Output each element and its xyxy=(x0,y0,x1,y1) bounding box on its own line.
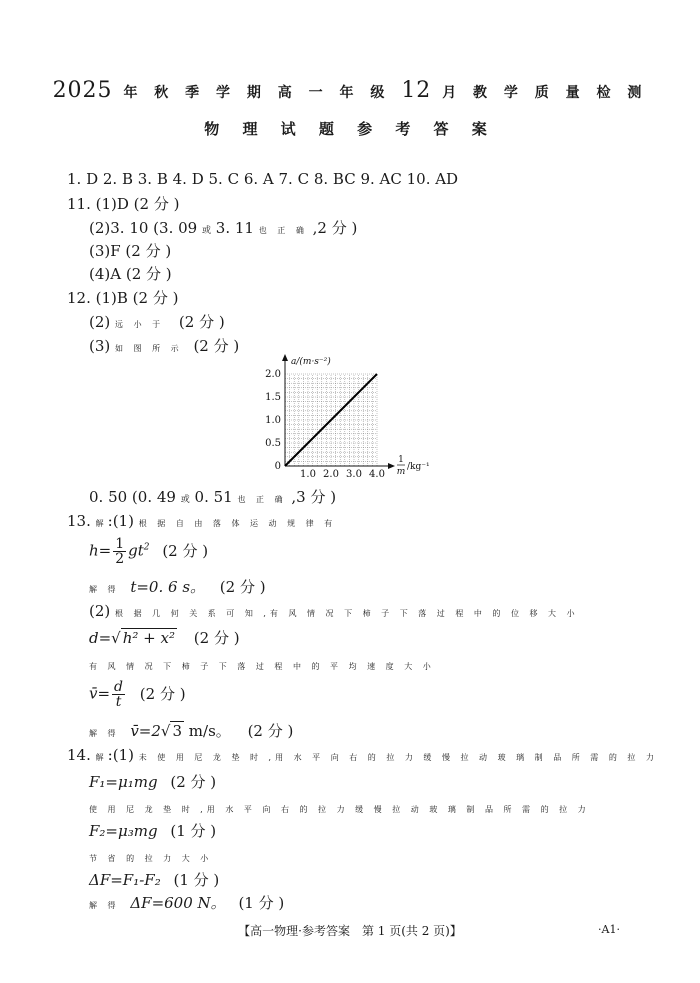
q13-eq1-rhs: gt xyxy=(128,541,144,560)
x-axis-label-num: 1 xyxy=(398,455,404,465)
q13-eq2-a: d= xyxy=(89,629,112,647)
y-tick-label: 1.5 xyxy=(265,392,281,403)
q11-l2-d: 也 正 确 xyxy=(258,226,308,235)
q14-equation-3 xyxy=(89,869,219,890)
q13-line-4 xyxy=(89,655,435,673)
q13-eq3-lhs: v̄= xyxy=(89,684,111,703)
q13-l2-a: 解 得 xyxy=(89,585,120,594)
q14-equation-2 xyxy=(89,820,216,841)
q13-l2-c: (2 分 ) xyxy=(219,578,266,596)
q11-line-2 xyxy=(89,217,357,238)
q13-l2-b: t=0. 6 s。 xyxy=(130,578,206,596)
q13-eq1-lhs: h= xyxy=(89,541,112,560)
half-fraction: $\frac{1}{2}$ xyxy=(115,536,125,567)
q13-l5-b: v̄=2 xyxy=(130,722,161,740)
q14-l4-c: (1 分 ) xyxy=(238,894,285,912)
q14-l1-text: 未 使 用 尼 龙 垫 时 ,用 水 平 向 右 的 拉 力 缓 慢 拉 动 玻 璃 制 品 所 需 的 拉 力 xyxy=(138,753,658,762)
q12-ans-c: 0. 51 xyxy=(194,488,233,506)
q13-l5-a: 解 得 xyxy=(89,729,120,738)
q14-jie: 解 xyxy=(95,753,108,762)
q14-equation-1 xyxy=(89,771,216,792)
x-axis-label-den: m xyxy=(396,467,406,477)
q13-l1-text: 根 据 自 由 落 体 运 动 规 律 有 xyxy=(138,519,337,528)
q13-line-3 xyxy=(89,602,579,620)
q12-line-2 xyxy=(89,311,225,332)
y-axis-arrow xyxy=(282,354,288,361)
q14-l4-a: 解 得 xyxy=(89,901,120,910)
q14-l1: :(1) xyxy=(107,746,134,764)
q13-eq3-den: t xyxy=(115,694,122,710)
title-text-1: 年 秋 季 学 期 高 一 年 级 xyxy=(123,85,391,101)
q13-l3-a: (2) xyxy=(89,602,111,620)
q13-l3-b: 根 据 几 何 关 系 可 知 ,有 风 情 况 下 柿 子 下 落 过 程 中 的 位 移 大 小 xyxy=(115,609,579,618)
q14-l3: 节 省 的 拉 力 大 小 xyxy=(89,854,213,863)
q13-equation-3 xyxy=(89,680,186,709)
q13-eq2-b: h² + x² xyxy=(122,629,175,647)
y-axis-label: a/(m·s⁻²) xyxy=(291,357,331,367)
title-year: 2025 xyxy=(52,78,113,103)
q13-eq3-num: d xyxy=(114,679,124,695)
q11-line-3: (3)F (2 分 ) xyxy=(89,242,172,260)
q11-l2-c: 3. 11 xyxy=(215,219,254,237)
page-footer: 【高一物理·参考答案 第 1 页(共 2 页)】 xyxy=(238,924,462,938)
y-tick-label: 0.5 xyxy=(265,438,281,449)
y-tick-label: 1.0 xyxy=(265,415,281,426)
q13-l5-d: m/s。 xyxy=(184,722,231,740)
q13-line-1 xyxy=(67,512,336,530)
q13-eq1-score: (2 分 ) xyxy=(162,541,209,560)
q13-eq2-c: (2 分 ) xyxy=(193,629,240,647)
q13-equation-1: h= $\frac{1}{2}$ $gt^2$ (2 分 ) xyxy=(89,536,209,567)
q13-line-2 xyxy=(89,576,266,597)
q12-line-1: 12. (1)B (2 分 ) xyxy=(67,289,179,307)
q14-eq3: ΔF=F₁-F₂ xyxy=(89,871,161,889)
q13-eq3-score: (2 分 ) xyxy=(139,684,186,703)
q14-line-2 xyxy=(89,798,590,816)
q14-l4-b: ΔF=600 N。 xyxy=(130,894,226,912)
page-id: ·A1· xyxy=(598,923,620,936)
y-tick-label: 0 xyxy=(274,461,281,472)
q13-equation-2: d=√ h² + x² (2 分 ) xyxy=(89,629,240,647)
q14-eq2: F₂=μ₃mg xyxy=(89,822,158,840)
q12-ans-d: 也 正 确 xyxy=(237,495,287,504)
acceleration-chart xyxy=(255,352,455,484)
q11-line-1: 11. (1)D (2 分 ) xyxy=(67,195,180,213)
q14-eq1-score: (2 分 ) xyxy=(170,773,217,791)
q14-line-1 xyxy=(67,746,658,764)
q13-l4: 有 风 情 况 下 柿 子 下 落 过 程 中 的 平 均 速 度 大 小 xyxy=(89,662,435,671)
x-axis-label-unit: /kg⁻¹ xyxy=(407,462,430,472)
q14-eq1: F₁=μ₁mg xyxy=(89,773,158,791)
q14-eq2-score: (1 分 ) xyxy=(170,822,217,840)
q12-l2-a: (2) xyxy=(89,313,111,331)
title-text-2: 月 教 学 质 量 检 测 xyxy=(442,85,648,101)
q11-l2-b: 或 xyxy=(201,226,211,236)
q12-l3-c: (2 分 ) xyxy=(193,337,240,355)
q12-l2-c: (2 分 ) xyxy=(178,313,225,331)
x-axis-arrow xyxy=(388,463,395,469)
x-tick-label: 4.0 xyxy=(369,469,385,480)
x-tick-label: 2.0 xyxy=(323,469,339,480)
q13-label: 13. xyxy=(67,512,91,530)
q12-ans-e: ,3 分 ) xyxy=(291,488,337,506)
q12-l3-a: (3) xyxy=(89,337,111,355)
q13-l1: :(1) xyxy=(107,512,134,530)
q14-l2: 使 用 尼 龙 垫 时 ,用 水 平 向 右 的 拉 力 缓 慢 拉 动 玻 璃 制 品 所 需 的 拉 力 xyxy=(89,805,590,814)
page-subtitle: 物 理 试 题 参 考 答 案 xyxy=(204,120,496,138)
q11-l2-a: (2)3. 10 (3. 09 xyxy=(89,219,198,237)
x-tick-label: 3.0 xyxy=(346,469,362,480)
q12-l3-b: 如 图 所 示 xyxy=(115,344,183,353)
q13-l5-c: 3 xyxy=(172,722,183,740)
d-over-t-fraction xyxy=(112,680,125,709)
q14-label: 14. xyxy=(67,746,91,764)
y-tick-label: 2.0 xyxy=(265,369,281,380)
title-month: 12 xyxy=(401,78,432,103)
q13-line-5: 解 得 v̄=2√ 3 m/s。 (2 分 ) xyxy=(89,722,294,740)
q12-ans-a: 0. 50 (0. 49 xyxy=(89,488,176,506)
x-tick-label: 1.0 xyxy=(300,469,316,480)
q12-line-3 xyxy=(89,335,239,356)
q14-line-3 xyxy=(89,847,212,865)
q12-ans-b: 或 xyxy=(180,495,190,505)
q11-l2-e: ,2 分 ) xyxy=(312,219,358,237)
page-title xyxy=(0,78,700,103)
q12-answer xyxy=(89,486,336,507)
q13-jie: 解 xyxy=(95,519,108,528)
q13-l5-e: (2 分 ) xyxy=(247,722,294,740)
choice-answers: 1. D 2. B 3. B 4. D 5. C 6. A 7. C 8. BC 9. AC 10. AD xyxy=(67,170,459,188)
q12-l2-b: 远 小 于 xyxy=(115,320,165,329)
q11-line-4: (4)A (2 分 ) xyxy=(89,265,172,283)
q14-line-4 xyxy=(89,892,284,913)
q14-eq3-score: (1 分 ) xyxy=(173,871,220,889)
